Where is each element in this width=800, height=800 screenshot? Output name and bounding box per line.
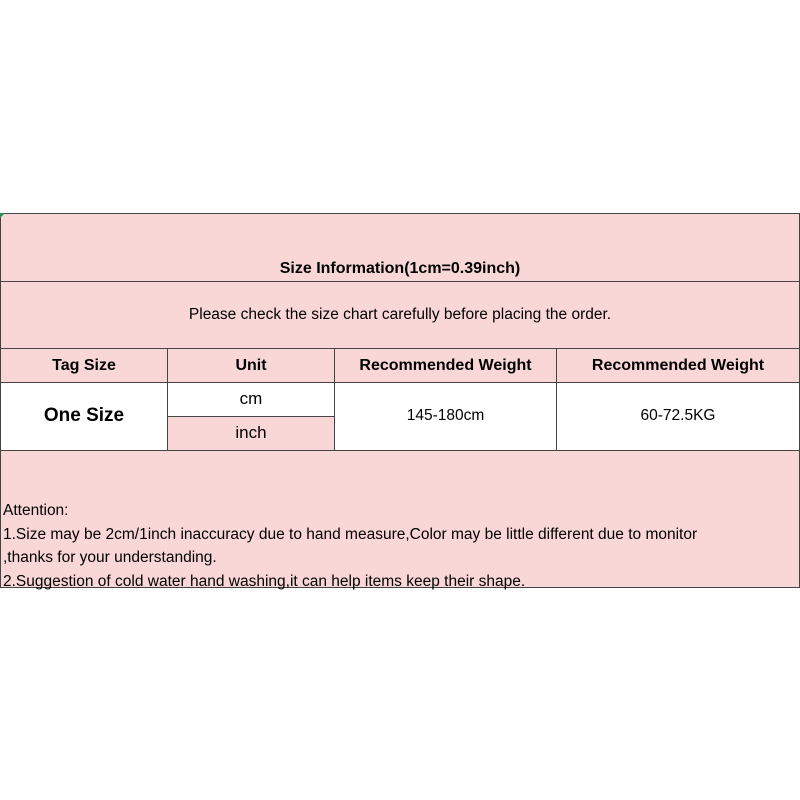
header-unit-label: Unit [235, 356, 267, 374]
header-unit [167, 348, 335, 383]
unit-inch-label: inch [235, 423, 267, 443]
cell-corner-marker [0, 213, 5, 218]
attention-line-3: 2.Suggestion of cold water hand washing,it can help items keep their shape. [3, 572, 526, 590]
header-weight-2-label: Recommended Weight [591, 356, 765, 374]
size-chart-note: Please check the size chart carefully before placing the order. [188, 305, 612, 323]
header-tag-size [0, 348, 168, 383]
attention-notes [0, 450, 800, 588]
weight-2-cell [556, 382, 800, 451]
attention-line-2: ,thanks for your understanding. [3, 549, 217, 566]
attention-line-1: 1.Size may be 2cm/1inch inaccuracy due to hand measure,Color may be little different due to monitor [3, 525, 698, 543]
unit-cm-label: cm [239, 389, 263, 409]
tag-size-value: One Size [43, 405, 125, 427]
unit-cm-cell [167, 382, 335, 417]
header-tag-size-label: Tag Size [52, 356, 116, 374]
unit-inch-cell [167, 416, 335, 451]
weight-1-cell [334, 382, 557, 451]
size-chart-sheet [0, 213, 800, 588]
size-info-title: Size Information(1cm=0.39inch) [279, 259, 521, 277]
title-row [0, 213, 800, 282]
header-weight-2 [556, 348, 800, 383]
tag-size-cell [0, 382, 168, 451]
subtitle-row [0, 281, 800, 349]
weight-1-value: 145-180cm [406, 407, 485, 425]
header-weight-1 [334, 348, 557, 383]
weight-2-value: 60-72.5KG [640, 407, 716, 425]
header-weight-1-label: Recommended Weight [359, 356, 532, 374]
attention-heading: Attention: [3, 502, 69, 519]
